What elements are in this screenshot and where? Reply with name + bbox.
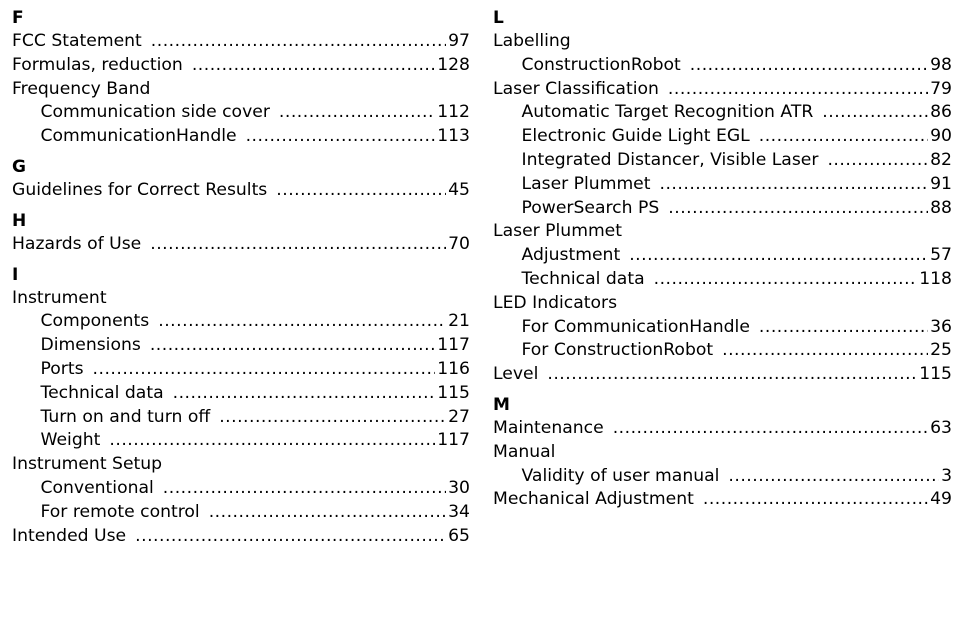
dot-leader	[93, 358, 436, 382]
index-section	[493, 393, 952, 512]
entry-term: Ports	[40, 358, 84, 379]
dot-leader	[192, 54, 435, 78]
index-entry	[12, 525, 470, 549]
page-number: 113	[437, 126, 470, 147]
page-number: 112	[437, 102, 470, 123]
section-letter: G	[12, 156, 26, 177]
dot-leader	[703, 488, 928, 512]
index-entry	[493, 78, 952, 102]
section-letter: H	[12, 210, 27, 231]
page-number: 90	[930, 126, 952, 147]
index-subentry	[12, 101, 470, 125]
dot-leader	[150, 233, 446, 257]
dot-leader	[135, 525, 446, 549]
section-letter: M	[493, 394, 510, 415]
page-number: 98	[930, 54, 952, 75]
page-number: 21	[448, 311, 470, 332]
entry-term: Automatic Target Recognition ATR	[521, 102, 814, 123]
index-subentry	[12, 125, 470, 149]
entry-term: Validity of user manual	[521, 465, 720, 486]
index-section	[12, 6, 470, 149]
page-number: 30	[448, 477, 470, 498]
index-subentry	[493, 125, 952, 149]
dot-leader	[759, 316, 928, 340]
dot-leader	[163, 477, 446, 501]
page-number: 63	[930, 417, 952, 438]
page-number: 70	[448, 233, 470, 254]
index-column-left	[12, 6, 470, 548]
dot-leader	[629, 244, 928, 268]
entry-term: Formulas, reduction	[12, 54, 183, 75]
entry-term: Integrated Distancer, Visible Laser	[521, 149, 819, 170]
page-number: 57	[930, 245, 952, 266]
entry-term: For CommunicationHandle	[521, 316, 750, 337]
entry-term: Technical data	[40, 382, 164, 403]
index-entry	[12, 78, 470, 102]
page-number: 116	[437, 358, 470, 379]
index-subentry	[493, 339, 952, 363]
entry-term: ConstructionRobot	[521, 54, 681, 75]
index-entry	[12, 233, 470, 257]
page-number: 117	[437, 430, 470, 451]
page-number: 79	[930, 78, 952, 99]
page-number: 128	[437, 54, 470, 75]
dot-leader	[173, 382, 436, 406]
dot-leader	[668, 78, 928, 102]
dot-leader	[150, 334, 435, 358]
page-number: 49	[930, 489, 952, 510]
dot-leader	[209, 501, 446, 525]
index-entry	[493, 220, 952, 244]
entry-term: Communication side cover	[40, 102, 270, 123]
page-number: 118	[919, 268, 952, 289]
page-number: 27	[448, 406, 470, 427]
index-entry	[493, 488, 952, 512]
entry-term: Adjustment	[521, 245, 621, 266]
index-subentry	[493, 54, 952, 78]
dot-leader	[728, 465, 939, 489]
index-subentry	[12, 310, 470, 334]
entry-term: Mechanical Adjustment	[493, 489, 694, 510]
entry-term: For remote control	[40, 501, 200, 522]
dot-leader	[151, 30, 446, 54]
page-number: 115	[919, 364, 952, 385]
index-subentry	[12, 501, 470, 525]
index-subentry	[12, 406, 470, 430]
page-number: 34	[448, 501, 470, 522]
index-entry	[12, 54, 470, 78]
page-number: 45	[448, 179, 470, 200]
entry-term: Electronic Guide Light EGL	[521, 126, 750, 147]
entry-term: Level	[493, 364, 539, 385]
entry-term: Weight	[40, 430, 101, 451]
entry-term: FCC Statement	[12, 31, 142, 51]
dot-leader	[660, 173, 929, 197]
index-section	[12, 155, 470, 203]
page-number: 25	[930, 340, 952, 361]
dot-leader	[654, 268, 918, 292]
entry-term: Hazards of Use	[12, 233, 142, 254]
page-number: 115	[437, 382, 470, 403]
index-subentry	[493, 173, 952, 197]
dot-leader	[668, 197, 928, 221]
entry-term: Manual	[493, 441, 556, 462]
entry-term: CommunicationHandle	[40, 126, 237, 147]
entry-term: Laser Plummet	[521, 173, 651, 194]
entry-term: Technical data	[521, 268, 645, 289]
index-subentry	[12, 382, 470, 406]
index-subentry	[493, 316, 952, 340]
entry-term: Conventional	[40, 477, 154, 498]
section-letter: I	[12, 264, 19, 285]
page-number: 65	[448, 525, 470, 546]
index-subentry	[493, 101, 952, 125]
page-number: 86	[930, 102, 952, 123]
entry-term: Intended Use	[12, 525, 127, 546]
index-subentry	[493, 197, 952, 221]
dot-leader	[722, 339, 928, 363]
index-entry	[12, 453, 470, 477]
index-section	[493, 6, 952, 387]
index-subentry	[493, 244, 952, 268]
index-section	[12, 263, 470, 549]
index-column-right	[493, 6, 952, 512]
entry-term: Laser Classification	[493, 78, 659, 99]
index-subentry	[493, 465, 952, 489]
entry-term: Components	[40, 311, 150, 332]
page-number: 82	[930, 149, 952, 170]
index-subentry	[493, 149, 952, 173]
dot-leader	[109, 429, 435, 453]
entry-term: Guidelines for Correct Results	[12, 179, 268, 200]
entry-term: Labelling	[493, 31, 571, 51]
dot-leader	[276, 179, 446, 203]
entry-term: For ConstructionRobot	[521, 340, 714, 361]
index-entry	[12, 30, 470, 54]
entry-term: PowerSearch PS	[521, 197, 660, 218]
entry-term: Instrument Setup	[12, 454, 163, 475]
section-letter: L	[493, 8, 504, 28]
index-subentry	[493, 268, 952, 292]
index-entry	[493, 441, 952, 465]
entry-term: Laser Plummet	[493, 221, 622, 242]
page-number: 97	[448, 31, 470, 51]
section-letter: F	[12, 8, 24, 28]
index-entry	[493, 363, 952, 387]
entry-term: LED Indicators	[493, 292, 618, 313]
dot-leader	[219, 406, 446, 430]
dot-leader	[690, 54, 928, 78]
index-entry	[493, 30, 952, 54]
page-number: 91	[930, 173, 952, 194]
entry-term: Instrument	[12, 287, 107, 308]
dot-leader	[246, 125, 436, 149]
page-number: 3	[941, 465, 952, 486]
dot-leader	[827, 149, 928, 173]
index-section	[12, 209, 470, 257]
entry-term: Dimensions	[40, 335, 141, 356]
index-subentry	[12, 429, 470, 453]
index-entry	[493, 417, 952, 441]
dot-leader	[547, 363, 917, 387]
index-subentry	[12, 334, 470, 358]
index-entry	[493, 292, 952, 316]
dot-leader	[279, 101, 435, 125]
dot-leader	[613, 417, 928, 441]
index-subentry	[12, 358, 470, 382]
page-number: 117	[437, 335, 470, 356]
entry-term: Frequency Band	[12, 78, 151, 99]
dot-leader	[822, 101, 928, 125]
entry-term: Maintenance	[493, 417, 604, 438]
entry-term: Turn on and turn off	[40, 406, 211, 427]
page-number: 88	[930, 197, 952, 218]
index-entry	[12, 287, 470, 311]
page-number: 36	[930, 316, 952, 337]
index-entry	[12, 179, 470, 203]
dot-leader	[158, 310, 446, 334]
index-subentry	[12, 477, 470, 501]
dot-leader	[759, 125, 928, 149]
